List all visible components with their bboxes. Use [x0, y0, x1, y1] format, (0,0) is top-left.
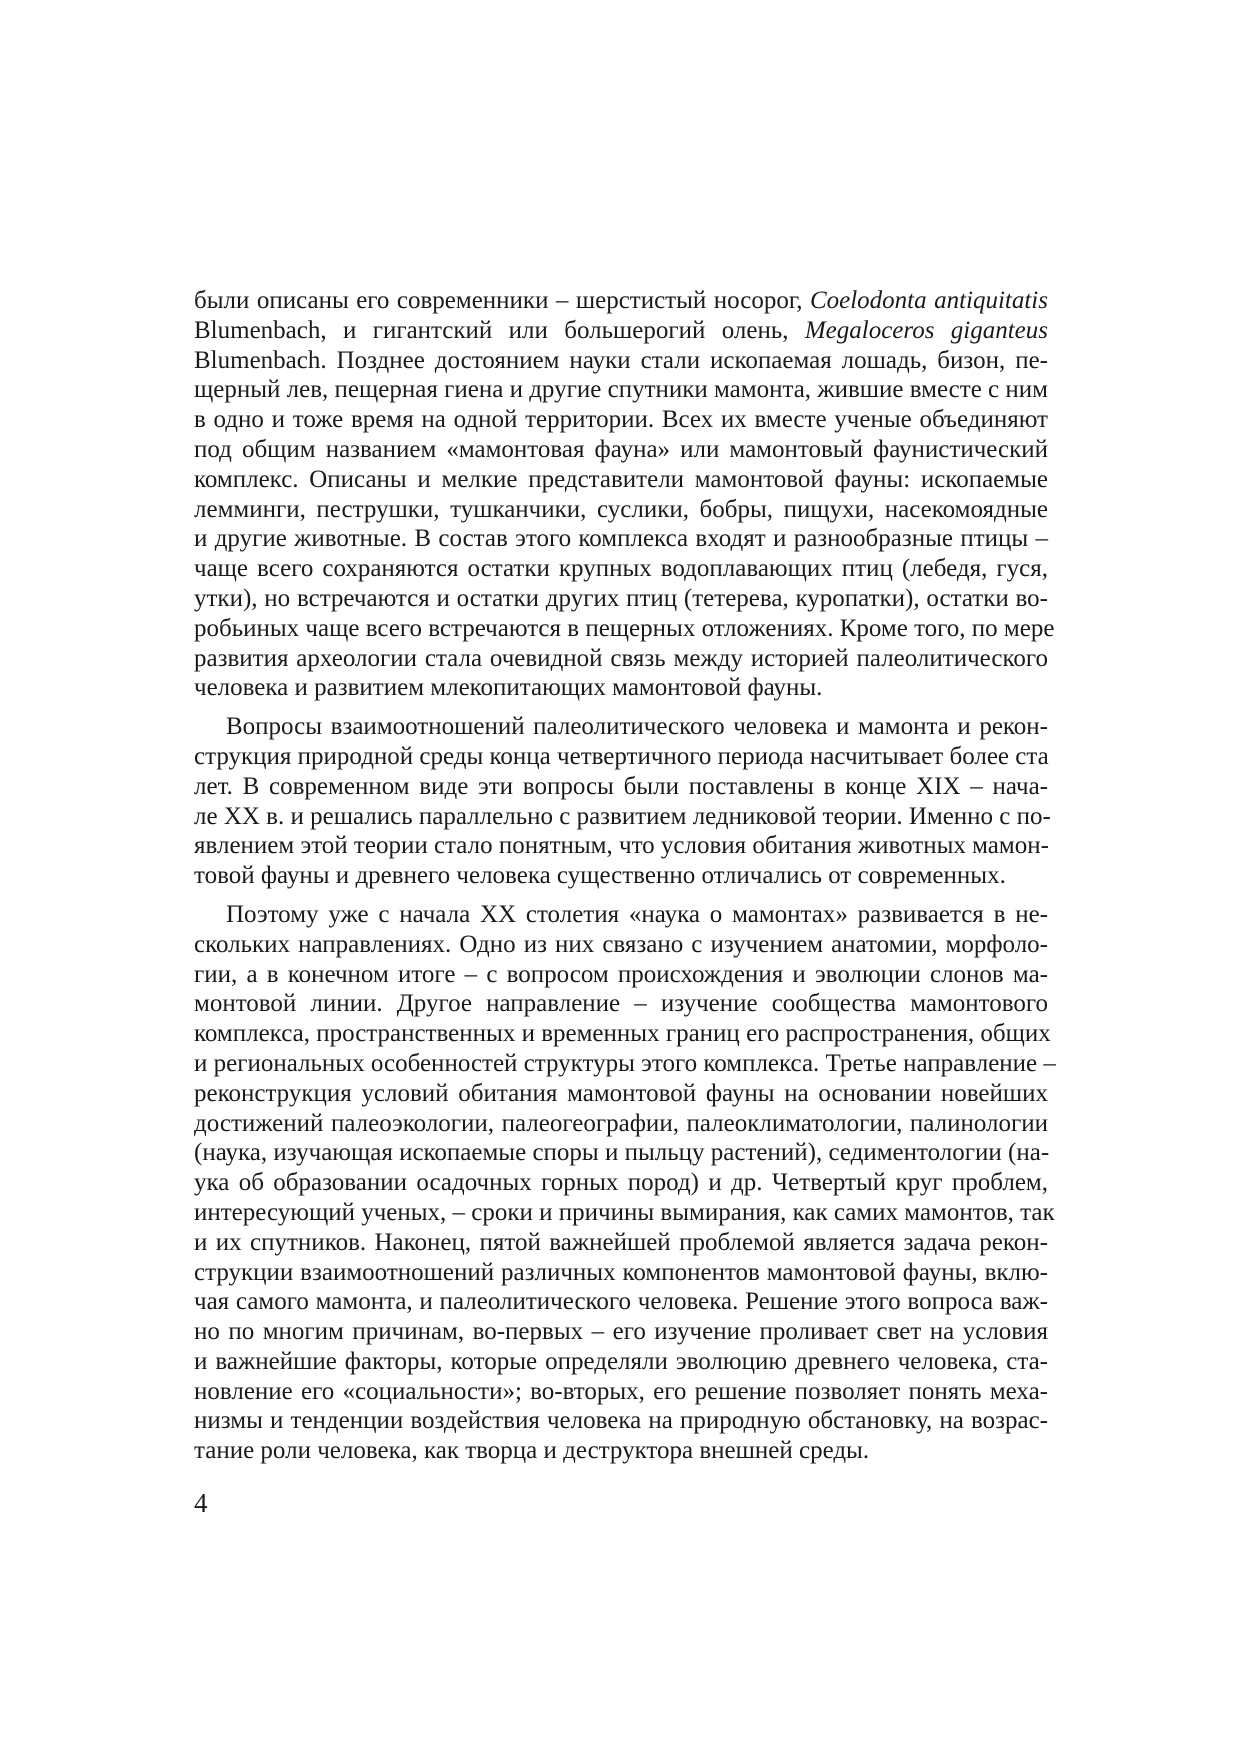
text-line — [194, 930, 1048, 960]
text-segment: интересующий ученых, – сроки и причины вымирания, как самих мамонтов, так — [194, 1198, 1055, 1226]
text-segment: лет. В современном виде эти вопросы были поставлены в конце XIX – нача- — [194, 772, 1048, 800]
text-line — [194, 1377, 1048, 1407]
text-segment: и важнейшие факторы, которые определяли эволюцию древнего человека, ста- — [194, 1347, 1048, 1375]
text-segment: но по многим причинам, во-первых – его изучение проливает свет на условия — [194, 1318, 1048, 1346]
text-segment: Поэтому уже с начала XX столетия «наука о мамонтах» развивается в не- — [226, 900, 1048, 928]
text-segment: струкция природной среды конца четвертичного периода насчитывает более ста — [194, 742, 1049, 770]
paragraph-mammoth-fauna — [194, 286, 1055, 703]
text-segment: робьиных чаще всего встречаются в пещерных отложениях. Кроме того, по мере — [194, 614, 1055, 642]
text-segment: товой фауны и древнего человека существенно отличались от современных. — [194, 862, 1006, 890]
text-segment: низмы и тенденции воздействия человека на природную обстановку, на возрас- — [194, 1407, 1048, 1435]
text-segment: лемминги, пеструшки, тушканчики, суслики, бобры, пищухи, насекомоядные — [194, 495, 1048, 523]
text-line — [194, 1258, 1048, 1288]
text-segment: скольких направлениях. Одно из них связано с изучением анатомии, морфоло- — [194, 930, 1048, 958]
text-line — [194, 989, 1048, 1019]
text-line — [194, 1109, 1048, 1139]
text-segment: в одно и тоже время на одной территории. Всех их вместе ученые объединяют — [194, 406, 1048, 434]
text-line — [194, 524, 1048, 554]
text-segment: комплекса, пространственных и временных границ его распространения, общих — [194, 1020, 1051, 1048]
text-segment: и другие животные. В состав этого комплекса входят и разнообразные птицы – — [194, 525, 1048, 553]
text-line — [194, 1287, 1048, 1317]
text-line — [194, 554, 1048, 584]
text-segment: утки), но встречаются и остатки других птиц (тетерева, куропатки), остатки во- — [194, 584, 1048, 612]
text-line — [194, 772, 1048, 802]
text-line — [194, 1228, 1048, 1258]
text-segment: Blumenbach, и гигантский или большерогий олень, — [194, 316, 805, 344]
text-segment: явлением этой теории стало понятным, что условия обитания животных мамон- — [194, 832, 1049, 860]
text-segment: (наука, изучающая ископаемые споры и пыльцу растений), седиментологии (на- — [194, 1139, 1050, 1167]
text-segment: гии, а в конечном итоге – с вопросом происхождения и эволюции слонов ма- — [194, 960, 1048, 988]
text-segment: Blumenbach. Позднее достоянием науки стали ископаемая лошадь, бизон, пе- — [194, 346, 1048, 374]
text-line — [194, 405, 1048, 435]
paragraph-reconstruction — [194, 712, 1051, 891]
text-line — [194, 465, 1048, 495]
text-line — [194, 1198, 1055, 1228]
text-segment: реконструкция условий обитания мамонтовой фауны на основании новейших — [194, 1079, 1048, 1107]
text-line — [194, 742, 1048, 772]
text-line — [194, 960, 1048, 990]
text-line — [194, 802, 1051, 832]
text-line — [194, 584, 1048, 614]
text-line — [194, 375, 1048, 405]
text-segment: развития археологии стала очевидной связь между историей палеолитического — [194, 644, 1048, 672]
text-segment: струкции взаимоотношений различных компонентов мамонтовой фауны, вклю- — [194, 1258, 1048, 1286]
paragraph-research-directions — [194, 900, 1056, 1466]
text-line — [194, 861, 1048, 891]
text-segment: новление его «социальности»; во-вторых, его решение позволяет понять меха- — [194, 1377, 1048, 1405]
text-line — [194, 614, 1055, 644]
text-line — [194, 435, 1048, 465]
text-line — [194, 1406, 1048, 1436]
text-line — [194, 1019, 1051, 1049]
latin-species-name: Coelodonta antiquitatis — [809, 287, 1048, 314]
text-segment: комплекс. Описаны и мелкие представители мамонтовой фауны: ископаемые — [194, 465, 1048, 493]
page-number: 4 — [194, 1488, 208, 1518]
text-line — [194, 644, 1048, 674]
text-line — [194, 1079, 1048, 1109]
body-text — [194, 286, 1056, 1466]
paragraph-gap — [194, 703, 1048, 712]
text-line — [194, 1138, 1048, 1168]
text-segment: монтовой линии. Другое направление – изучение сообщества мамонтового — [194, 990, 1048, 1018]
text-segment: чая самого мамонта, и палеолитического человека. Решение этого вопроса важ- — [194, 1288, 1048, 1316]
text-line — [194, 316, 1048, 346]
text-line — [194, 495, 1048, 525]
text-segment: под общим названием «мамонтовая фауна» или мамонтовый фаунистический — [194, 435, 1048, 463]
text-line — [194, 712, 1048, 742]
text-line — [194, 346, 1048, 376]
text-segment: ука об образовании осадочных горных пород) и др. Четвертый круг проблем, — [194, 1169, 1048, 1197]
text-segment: тание роли человека, как творца и деструктора внешней среды. — [194, 1437, 870, 1465]
text-segment: щерный лев, пещерная гиена и другие спутники мамонта, жившие вместе с ним — [194, 376, 1048, 404]
text-segment: ле XX в. и решались параллельно с развитием ледниковой теории. Именно с по- — [194, 802, 1051, 830]
text-segment: человека и развитием млекопитающих мамонтовой фауны. — [194, 674, 823, 702]
text-line — [194, 1317, 1048, 1347]
text-segment: достижений палеоэкологии, палеогеографии, палеоклиматологии, палинологии — [194, 1109, 1048, 1137]
latin-species-name: Megaloceros giganteus — [804, 316, 1048, 344]
text-line — [194, 673, 1048, 703]
text-line — [194, 1168, 1048, 1198]
text-segment: были описаны его современники – шерстистый носорог, — [194, 287, 810, 314]
text-segment: и их спутников. Наконец, пятой важнейшей проблемой является задача рекон- — [194, 1228, 1048, 1256]
text-line — [194, 1436, 1048, 1466]
text-line — [194, 900, 1048, 930]
paragraph-gap — [194, 891, 1048, 900]
text-segment: чаще всего сохраняются остатки крупных водоплавающих птиц (лебедя, гуся, — [194, 555, 1048, 583]
text-segment: и региональных особенностей структуры этого комплекса. Третье направление – — [194, 1049, 1056, 1077]
text-line — [194, 286, 1048, 316]
text-segment: Вопросы взаимоотношений палеолитического человека и мамонта и рекон- — [226, 713, 1048, 741]
text-line — [194, 1049, 1056, 1079]
text-line — [194, 831, 1048, 861]
text-line — [194, 1347, 1048, 1377]
